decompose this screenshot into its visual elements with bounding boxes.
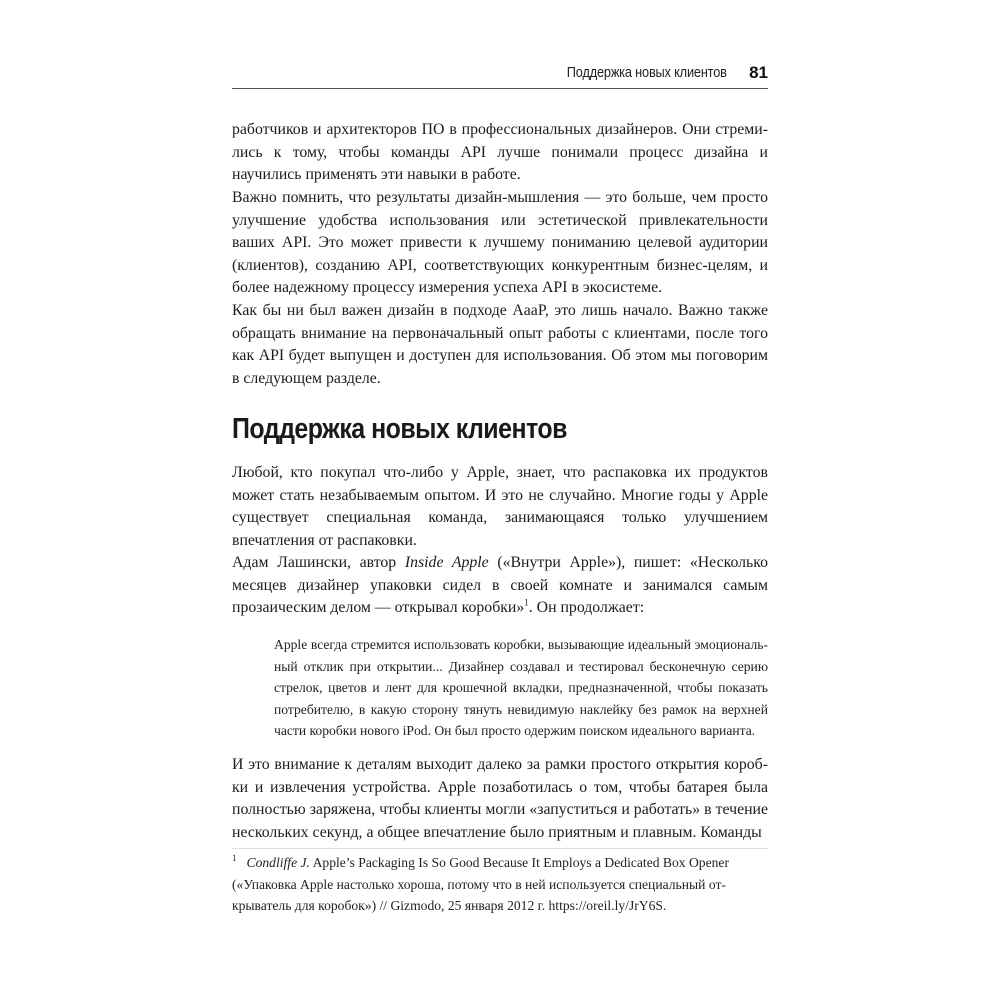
section-heading: Поддержка новых клиентов xyxy=(232,413,567,445)
running-title: Поддержка новых клиентов xyxy=(567,65,728,81)
paragraph-2: Важно помнить, что результаты дизайн-мышления — это больше, чем просто улучшение удобства использования или эстетической привлекательности ваших API. Это может привести к лучшему пониманию целевой аудитории (клиентов), созданию API, соответствующих конкурентным бизнес-целям, и более надежному процессу измерения успеха API в экосистеме. xyxy=(232,189,768,297)
page-number: 81 xyxy=(749,63,768,82)
paragraph-4: Любой, кто покупал что-либо у Apple, знает, что распаковка их продуктов может стать незабываемым опытом. И это не случайно. Многие годы у Apple существует специальная команда, занимающаяся только улучшением впечатления от распаковки. xyxy=(232,464,768,549)
paragraph-6: И это внимание к деталям выходит далеко за рамки простого открытия коробки и извлечения устройства. Apple позаботилась о том, чтобы батарея была полностью заряжена, чтобы клиенты могли «запуститься и работать» в течение нескольких секунд, а общее впечатление было приятным и плавным. Команды xyxy=(232,756,768,841)
footnote-divider xyxy=(232,848,768,849)
running-header xyxy=(232,58,768,89)
paragraph-5-start: Адам Лашински, автор xyxy=(232,554,405,571)
footnote-author: Condliffe J. xyxy=(246,855,310,870)
paragraph-5-quote: («Внутри Apple»), пишет: «Несколько месяцев дизайнер упаковки сидел в своей комнате и занимался самым прозаическим делом — открывал коробки» xyxy=(232,554,769,617)
book-title-italic: Inside Apple xyxy=(404,554,489,571)
footnote-text: Apple’s Packaging Is So Good Because It Employs a Dedicated Box Opener («Упаковка Apple настолько хороша, потому что в ней используется специальный открыватель для коробок») // Gizmodo, 25 января 2012 г. https://oreil.ly/JrY6S. xyxy=(232,855,729,914)
blockquote: Apple всегда стремится использовать коробки, вызывающие идеальный эмоциональный отклик при открытии... Дизайнер создавал и тестировал бесконечную серию стрелок, цветов и лент для крошечной вкладки, предназначенной, чтобы показать потребителю, в какую сторону тянуть невидимую наклейку без рамок на верхней части коробки нового iPod. Он был просто одержим поиском идеального варианта. xyxy=(274,637,768,739)
paragraph-5 xyxy=(232,552,768,620)
paragraph-1: работчиков и архитекторов ПО в профессиональных дизайнеров. Они стремились к тому, чтобы команды API лучше понимали процесс дизайна и научились применять эти навыки в работе. xyxy=(232,121,768,184)
paragraph-3: Как бы ни был важен дизайн в подходе AaaP, это лишь начало. Важно также обращать внимание на первоначальный опыт работы с клиентами, после того как API будет выпущен и доступен для использования. Об этом мы поговорим в следующем разделе. xyxy=(232,302,768,387)
paragraph-5-end: . Он продолжает: xyxy=(528,599,645,617)
footnote-marker: 1 xyxy=(232,853,237,864)
footnote-reference[interactable]: 1 xyxy=(524,597,529,608)
footnote xyxy=(232,852,768,917)
